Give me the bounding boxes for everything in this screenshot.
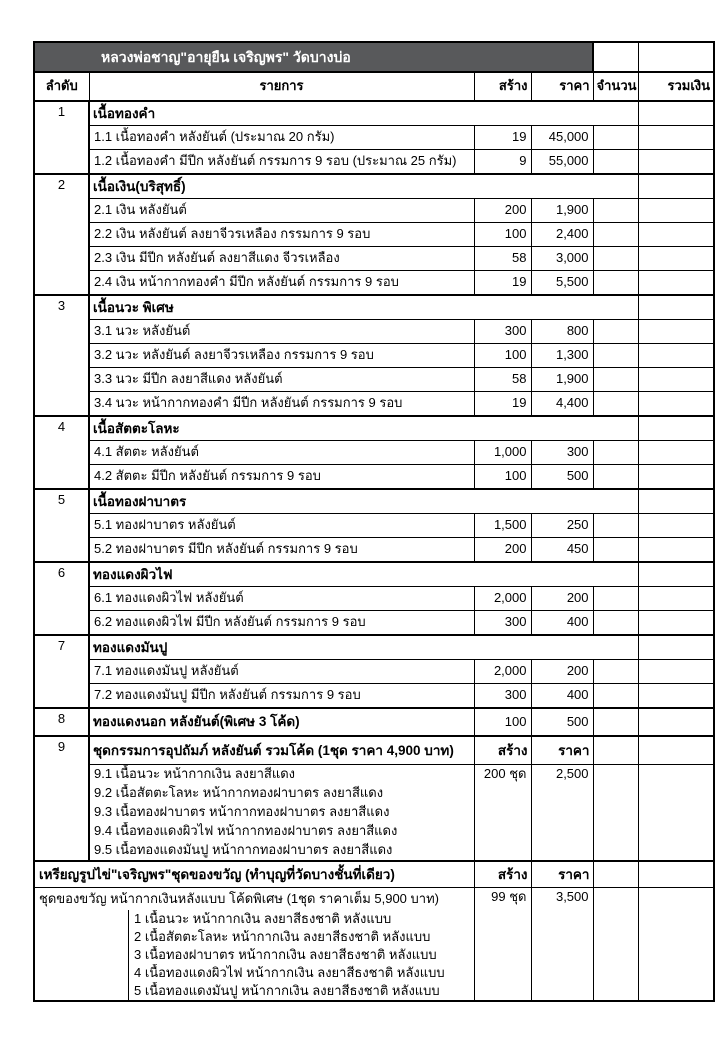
section-title: ทองแดงผิวไฟ (89, 562, 638, 587)
gift-item-text: 5 เนื้อทองแดงมันปู หน้ากากเงิน ลงยาสีธงชาติ หลังแบบ (128, 982, 474, 1000)
made-count-cell: 200 ชุด (474, 765, 531, 862)
price-cell: 1,900 (531, 368, 593, 392)
total-cell (638, 562, 714, 587)
qty-cell (593, 320, 638, 344)
section-number: 3 (34, 295, 89, 416)
total-cell (638, 635, 714, 660)
item-cell: 5.2 ทองฝาบาตร มีปีก หลังยันต์ กรรมการ 9 รอบ (89, 538, 474, 563)
gift-item-cell (34, 928, 474, 946)
section-2 (34, 174, 714, 295)
total-cell (638, 514, 714, 538)
amulet-price-table (33, 41, 715, 1002)
qty-cell (593, 660, 638, 684)
section-7 (34, 635, 714, 708)
item-cell: 7.2 ทองแดงมันปู มีปีก หลังยันต์ กรรมการ 9 รอบ (89, 684, 474, 709)
total-cell (638, 736, 714, 765)
price-cell: 500 (531, 465, 593, 490)
item-cell: 3.4 นวะ หน้ากากทองคำ มีปีก หลังยันต์ กรรมการ 9 รอบ (89, 392, 474, 417)
total-cell (638, 684, 714, 709)
qty-cell (593, 344, 638, 368)
section-8 (34, 708, 714, 736)
total-cell (638, 295, 714, 320)
section-3 (34, 295, 714, 416)
qty-cell (593, 765, 638, 862)
table-title: หลวงพ่อชาญ"อายุยืน เจริญพร" วัดบางบ่อ (34, 42, 593, 72)
price-cell: 500 (531, 708, 593, 736)
made-count-cell: 100 (474, 344, 531, 368)
item-cell: ชุดของขวัญ หน้ากากเงินหลังแบบ โค้ดพิเศษ (1ชุด ราคาเต็ม 5,900 บาท) (34, 888, 474, 911)
section-5 (34, 489, 714, 562)
item-cell: 3.3 นวะ มีปีก ลงยาสีแดง หลังยันต์ (89, 368, 474, 392)
section-number: 9 (34, 736, 89, 861)
total-cell (638, 861, 714, 888)
section-8-row (34, 708, 714, 736)
section-title: เนื้อเงิน(บริสุทธิ์) (89, 174, 638, 199)
price-cell: 200 (531, 587, 593, 611)
made-count-cell: 100 (474, 223, 531, 247)
qty-cell (593, 271, 638, 296)
item-cell: 4.2 สัตตะ มีปีก หลังยันต์ กรรมการ 9 รอบ (89, 465, 474, 490)
qty-cell (593, 514, 638, 538)
gift-set-row (34, 888, 714, 911)
qty-cell (593, 861, 638, 888)
gift-section-title: เหรียญรูปไข่"เจริญพร"ชุดของขวัญ (ทำบุญที่วัดบางชั้นที่เดียว) (34, 861, 474, 888)
item-cell: 2.4 เงิน หน้ากากทองคำ มีปีก หลังยันต์ กรรมการ 9 รอบ (89, 271, 474, 296)
section-number: 8 (34, 708, 89, 736)
section-title: ชุดกรรมการอุปถัมภ์ หลังยันต์ รวมโค้ด (1ชุด ราคา 4,900 บาท) (89, 736, 474, 765)
total-cell (638, 489, 714, 514)
gift-item-text: 1 เนื้อนวะ หน้ากากเงิน ลงยาสีธงชาติ หลังแบบ (128, 910, 474, 928)
section-9 (34, 736, 714, 861)
made-count-cell: 1,000 (474, 441, 531, 465)
price-column-label: ราคา (531, 861, 593, 888)
qty-cell (593, 441, 638, 465)
price-cell: 45,000 (531, 126, 593, 150)
total-cell (638, 611, 714, 636)
made-count-cell: 58 (474, 368, 531, 392)
qty-cell (593, 587, 638, 611)
qty-cell (593, 223, 638, 247)
made-count-cell: 19 (474, 392, 531, 417)
gift-item-text: 2 เนื้อสัตตะโลหะ หน้ากากเงิน ลงยาสีธงชาติ หลังแบบ (128, 928, 474, 946)
price-cell: 400 (531, 684, 593, 709)
qty-cell (593, 611, 638, 636)
qty-cell (593, 199, 638, 223)
gift-item-cell (34, 964, 474, 982)
total-cell (638, 538, 714, 563)
price-cell: 300 (531, 441, 593, 465)
item-cell: 9.1 เนื้อนวะ หน้ากากเงิน ลงยาสีแดง (89, 765, 474, 785)
price-cell: 400 (531, 611, 593, 636)
item-cell: 9.5 เนื้อทองแดงมันปู หน้ากากทองฝาบาตร ลงยาสีแดง (89, 841, 474, 861)
gift-item-cell (34, 910, 474, 928)
section-title: เนื้อทองฝาบาตร (89, 489, 638, 514)
total-cell (638, 416, 714, 441)
qty-cell (593, 247, 638, 271)
made-count-cell: 58 (474, 247, 531, 271)
total-cell (638, 174, 714, 199)
item-cell: 9.2 เนื้อสัตตะโลหะ หน้ากากทองฝาบาตร ลงยาสีแดง (89, 784, 474, 803)
qty-cell (593, 126, 638, 150)
made-count-cell: 300 (474, 320, 531, 344)
col-header-item: รายการ (89, 72, 474, 101)
total-cell (638, 126, 714, 150)
total-cell (638, 587, 714, 611)
made-count-cell: 19 (474, 271, 531, 296)
item-cell: 5.1 ทองฝาบาตร หลังยันต์ (89, 514, 474, 538)
gift-item-cell (34, 946, 474, 964)
total-cell (638, 660, 714, 684)
made-count-cell: 200 (474, 199, 531, 223)
col-header-made: สร้าง (474, 72, 531, 101)
section-title: ทองแดงนอก หลังยันต์(พิเศษ 3 โค้ด) (89, 708, 474, 736)
section-title: เนื้อทองคำ (89, 101, 638, 126)
total-cell (638, 392, 714, 417)
table-head (34, 42, 714, 101)
made-count-cell: 300 (474, 611, 531, 636)
section-number: 4 (34, 416, 89, 489)
qty-cell (593, 684, 638, 709)
price-cell: 250 (531, 514, 593, 538)
section-number: 5 (34, 489, 89, 562)
item-cell: 2.3 เงิน มีปีก หลังยันต์ ลงยาสีแดง จีวรเหลือง (89, 247, 474, 271)
section-6 (34, 562, 714, 635)
total-cell (638, 223, 714, 247)
price-cell: 200 (531, 660, 593, 684)
title-blank-qty-cell (593, 42, 638, 72)
total-cell (638, 465, 714, 490)
made-count-cell: 100 (474, 465, 531, 490)
price-cell: 800 (531, 320, 593, 344)
total-cell (638, 271, 714, 296)
qty-cell (593, 392, 638, 417)
price-cell: 1,300 (531, 344, 593, 368)
price-cell: 5,500 (531, 271, 593, 296)
total-cell (638, 888, 714, 1002)
total-cell (638, 320, 714, 344)
qty-cell (593, 708, 638, 736)
price-cell: 3,000 (531, 247, 593, 271)
section-number: 7 (34, 635, 89, 708)
total-cell (638, 150, 714, 175)
price-cell: 2,400 (531, 223, 593, 247)
qty-cell (593, 368, 638, 392)
total-cell (638, 344, 714, 368)
section-1 (34, 101, 714, 174)
item-cell: 9.3 เนื้อทองฝาบาตร หน้ากากทองฝาบาตร ลงยาสีแดง (89, 803, 474, 822)
item-cell: 4.1 สัตตะ หลังยันต์ (89, 441, 474, 465)
total-cell (638, 368, 714, 392)
total-cell (638, 708, 714, 736)
section-title: เนื้อสัตตะโลหะ (89, 416, 638, 441)
section-number: 6 (34, 562, 89, 635)
item-cell: 9.4 เนื้อทองแดงผิวไฟ หน้ากากทองฝาบาตร ลงยาสีแดง (89, 822, 474, 841)
item-cell: 1.1 เนื้อทองคำ หลังยันต์ (ประมาณ 20 กรัม) (89, 126, 474, 150)
section-4 (34, 416, 714, 489)
col-header-total: รวมเงิน (638, 72, 714, 101)
made-count-cell: 1,500 (474, 514, 531, 538)
made-column-label: สร้าง (474, 736, 531, 765)
gift-item-text: 4 เนื้อทองแดงผิวไฟ หน้ากากเงิน ลงยาสีธงชาติ หลังแบบ (128, 964, 474, 982)
price-column-label: ราคา (531, 736, 593, 765)
item-cell: 2.2 เงิน หลังยันต์ ลงยาจีวรเหลือง กรรมการ 9 รอบ (89, 223, 474, 247)
made-count-cell: 2,000 (474, 587, 531, 611)
col-header-no: ลำดับ (34, 72, 89, 101)
col-header-price: ราคา (531, 72, 593, 101)
made-count-cell: 99 ชุด (474, 888, 531, 1002)
gift-item-text: 3 เนื้อทองฝาบาตร หน้ากากเงิน ลงยาสีธงชาติ หลังแบบ (128, 946, 474, 964)
item-cell: 2.1 เงิน หลังยันต์ (89, 199, 474, 223)
total-cell (638, 101, 714, 126)
qty-cell (593, 888, 638, 1002)
qty-cell (593, 150, 638, 175)
price-cell: 2,500 (531, 765, 593, 862)
section-title: เนื้อนวะ พิเศษ (89, 295, 638, 320)
item-cell: 1.2 เนื้อทองคำ มีปีก หลังยันต์ กรรมการ 9 รอบ (ประมาณ 25 กรัม) (89, 150, 474, 175)
made-count-cell: 9 (474, 150, 531, 175)
price-cell: 55,000 (531, 150, 593, 175)
qty-cell (593, 538, 638, 563)
qty-cell (593, 465, 638, 490)
item-cell: 3.1 นวะ หลังยันต์ (89, 320, 474, 344)
price-cell: 4,400 (531, 392, 593, 417)
qty-cell (593, 736, 638, 765)
gift-section (34, 861, 714, 1001)
section-number: 1 (34, 101, 89, 174)
made-count-cell: 2,000 (474, 660, 531, 684)
title-blank-total-cell (638, 42, 714, 72)
col-header-qty: จำนวน (593, 72, 638, 101)
item-cell: 7.1 ทองแดงมันปู หลังยันต์ (89, 660, 474, 684)
gift-item-cell (34, 982, 474, 1001)
made-count-cell: 300 (474, 684, 531, 709)
made-count-cell: 200 (474, 538, 531, 563)
item-cell: 6.1 ทองแดงผิวไฟ หลังยันต์ (89, 587, 474, 611)
total-cell (638, 199, 714, 223)
section-number: 2 (34, 174, 89, 295)
total-cell (638, 441, 714, 465)
total-cell (638, 765, 714, 862)
made-column-label: สร้าง (474, 861, 531, 888)
total-cell (638, 247, 714, 271)
price-cell: 450 (531, 538, 593, 563)
price-cell: 3,500 (531, 888, 593, 1002)
item-cell: 3.2 นวะ หลังยันต์ ลงยาจีวรเหลือง กรรมการ 9 รอบ (89, 344, 474, 368)
section-title: ทองแดงมันปู (89, 635, 638, 660)
price-cell: 1,900 (531, 199, 593, 223)
made-count-cell: 100 (474, 708, 531, 736)
made-count-cell: 19 (474, 126, 531, 150)
item-cell: 6.2 ทองแดงผิวไฟ มีปีก หลังยันต์ กรรมการ 9 รอบ (89, 611, 474, 636)
